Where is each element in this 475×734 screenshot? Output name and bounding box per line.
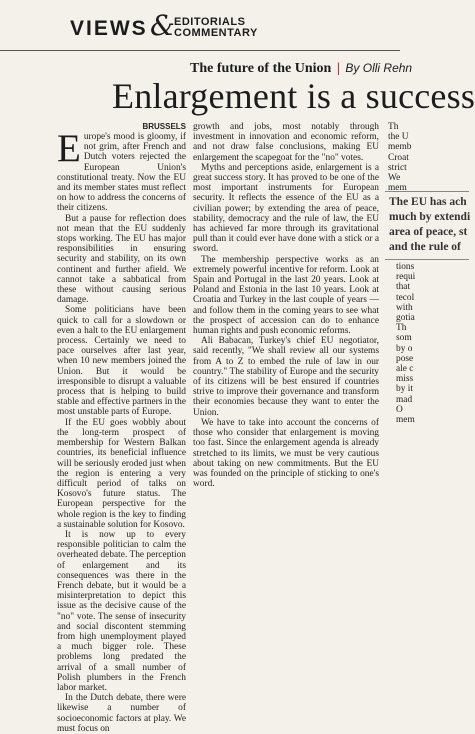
body-paragraph: We have to take into account the concerns of those who consider that enlargement is moving too fast. Since the enlargement agenda is already stretched to its limits, we must be very cautious about taking on new commitments. But the EU was founded on the principle of sticking to one's word. [193, 417, 379, 490]
column-3-lower-body [388, 262, 448, 425]
body-line-fragment: memb [388, 142, 412, 153]
body-line-fragment: by it [396, 384, 413, 395]
column-3-upper-body [388, 122, 448, 193]
column-2-body [193, 122, 379, 489]
editorials-label: EDITORIALS [174, 16, 246, 28]
body-paragraph: It is now up to every responsible politician to calm the overheated debate. The perception of enlargement and its consequences was there in the French debate, but it would be a misinterpretation to depict this issue as the decisive cause of the "no" vote. The sense of insecurity and social discontent stemming from high unemployment played a much bigger role. These problems long predated the arrival of a small number of Polish plumbers in the French labor market. [57, 529, 186, 693]
body-line-fragment: tecol [396, 292, 415, 303]
body-line-fragment: pose [396, 353, 414, 364]
body-line-fragment: with [396, 302, 413, 313]
body-line-fragment: miss [396, 374, 414, 385]
body-paragraph: urope's mood is gloomy, if not grim, after French and Dutch voters rejected the European Union's constitutional treaty. Now the EU and its member states must reflect on how to address the concerns of their citizens. [57, 132, 186, 214]
masthead-rule [0, 50, 400, 51]
body-paragraph: Myths and perceptions aside, enlargement is a great success story. It has proved to be one of the most important instruments for European security. It reflects the essence of the EU as a civilian power; by extending the area of peace, stability, democracy and the rule of law, the EU has achieved far more through its gravitational pull than it could ever have done with a stick or a sword. [193, 162, 379, 255]
body-paragraph: The membership perspective works as an extremely powerful incentive for reform. Look at Spain and Portugal in the last 20 years. Look at Poland and Estonia in the last 10 years. Look at Croatia and Turkey in the last couple of years — and follow them in the coming years to see what the prospect of accession can do to enhance human rights and push economic reforms. [193, 254, 379, 337]
body-line-fragment: gotia [396, 313, 415, 324]
column-3-lower [388, 262, 448, 426]
body-line-fragment: the U [388, 132, 409, 143]
pull-quote-line: The EU has ach [389, 196, 467, 208]
body-paragraph: In the Dutch debate, there were likewise a number of socioeconomic factors at play. We must focus on [57, 693, 186, 734]
column-1-body [57, 127, 186, 734]
body-paragraph: Ali Babacan, Turkey's chief EU negotiator, said recently, "We shall review all our systems from A to Z to embed the rule of law in our country." The stability of Europe and the security of its citizens will be best ensured if countries strive to improve their governance and transform their economies because they want to enter the Union. [193, 336, 379, 418]
headline: Enlargement is a success [112, 76, 475, 116]
body-line-fragment: by o [396, 343, 413, 354]
body-line-fragment: mad [396, 394, 413, 405]
pull-quote-line: and the rule of [389, 241, 461, 253]
body-line-fragment: Croat [388, 152, 409, 163]
pull-quote-body [389, 195, 469, 255]
body-paragraph: growth and jobs, most notably through investment in innovation and economic reform, and not draw false conclusions, making EU enlargement the scapegoat for the "no" votes. [193, 122, 379, 163]
section-labels [174, 17, 258, 39]
body-line-fragment: requi [396, 272, 416, 283]
body-line-fragment: ale c [396, 364, 414, 375]
body-line-fragment: som [396, 333, 412, 344]
body-paragraph: But a pause for reflection does not mean that the EU suddenly stops working. The EU has major responsibilities in ensuring security and stability, on its own continent and further afield. We cannot take a sabbatical from these without causing serious damage. [57, 213, 186, 306]
body-line-fragment: that [396, 282, 411, 293]
commentary-label: COMMENTARY [174, 27, 258, 39]
byline: By Olli Rehn [345, 61, 413, 75]
article-kicker [190, 60, 412, 77]
body-line-fragment: mem [388, 183, 407, 194]
body-line-fragment: tions [396, 262, 415, 272]
pull-quote-line: much by extendi [389, 211, 471, 223]
kicker-separator: | [336, 61, 340, 76]
series-title: The future of the Union [190, 61, 332, 76]
body-paragraph: Some politicians have been quick to call for a slowdown or even a halt to the EU enlargement process. Certainly we need to pace ourselves after last year, when 10 new members joined the Union. But it would be irresponsible to disrupt a valuable process that is helping to build stable and effective partners in the most unstable parts of Europe. [57, 305, 186, 418]
body-line-fragment: Th [396, 323, 407, 334]
ampersand-mark: & [150, 9, 175, 42]
body-line-fragment: strict [388, 162, 407, 173]
body-line-fragment: O [396, 404, 403, 415]
column-2 [193, 122, 379, 490]
views-label: VIEWS [70, 17, 148, 40]
body-paragraph: If the EU goes wobbly about the long-term prospect of membership for Western Balkan countries, its beneficial influence will be seriously eroded just when the region is entering a very difficult period of talks on Kosovo's future status. The European perspective for the whole region is the key to finding a sustainable solution for Kosovo. [57, 417, 186, 530]
drop-cap: E [57, 127, 81, 170]
pull-quote-line: area of peace, st [389, 226, 468, 238]
column-1 [57, 122, 186, 734]
dateline: BRUSSELS [142, 122, 186, 131]
body-line-fragment: Th [388, 122, 399, 132]
body-line-fragment: We [388, 173, 401, 184]
pull-quote [385, 191, 469, 260]
body-line-fragment: mem [396, 415, 415, 426]
